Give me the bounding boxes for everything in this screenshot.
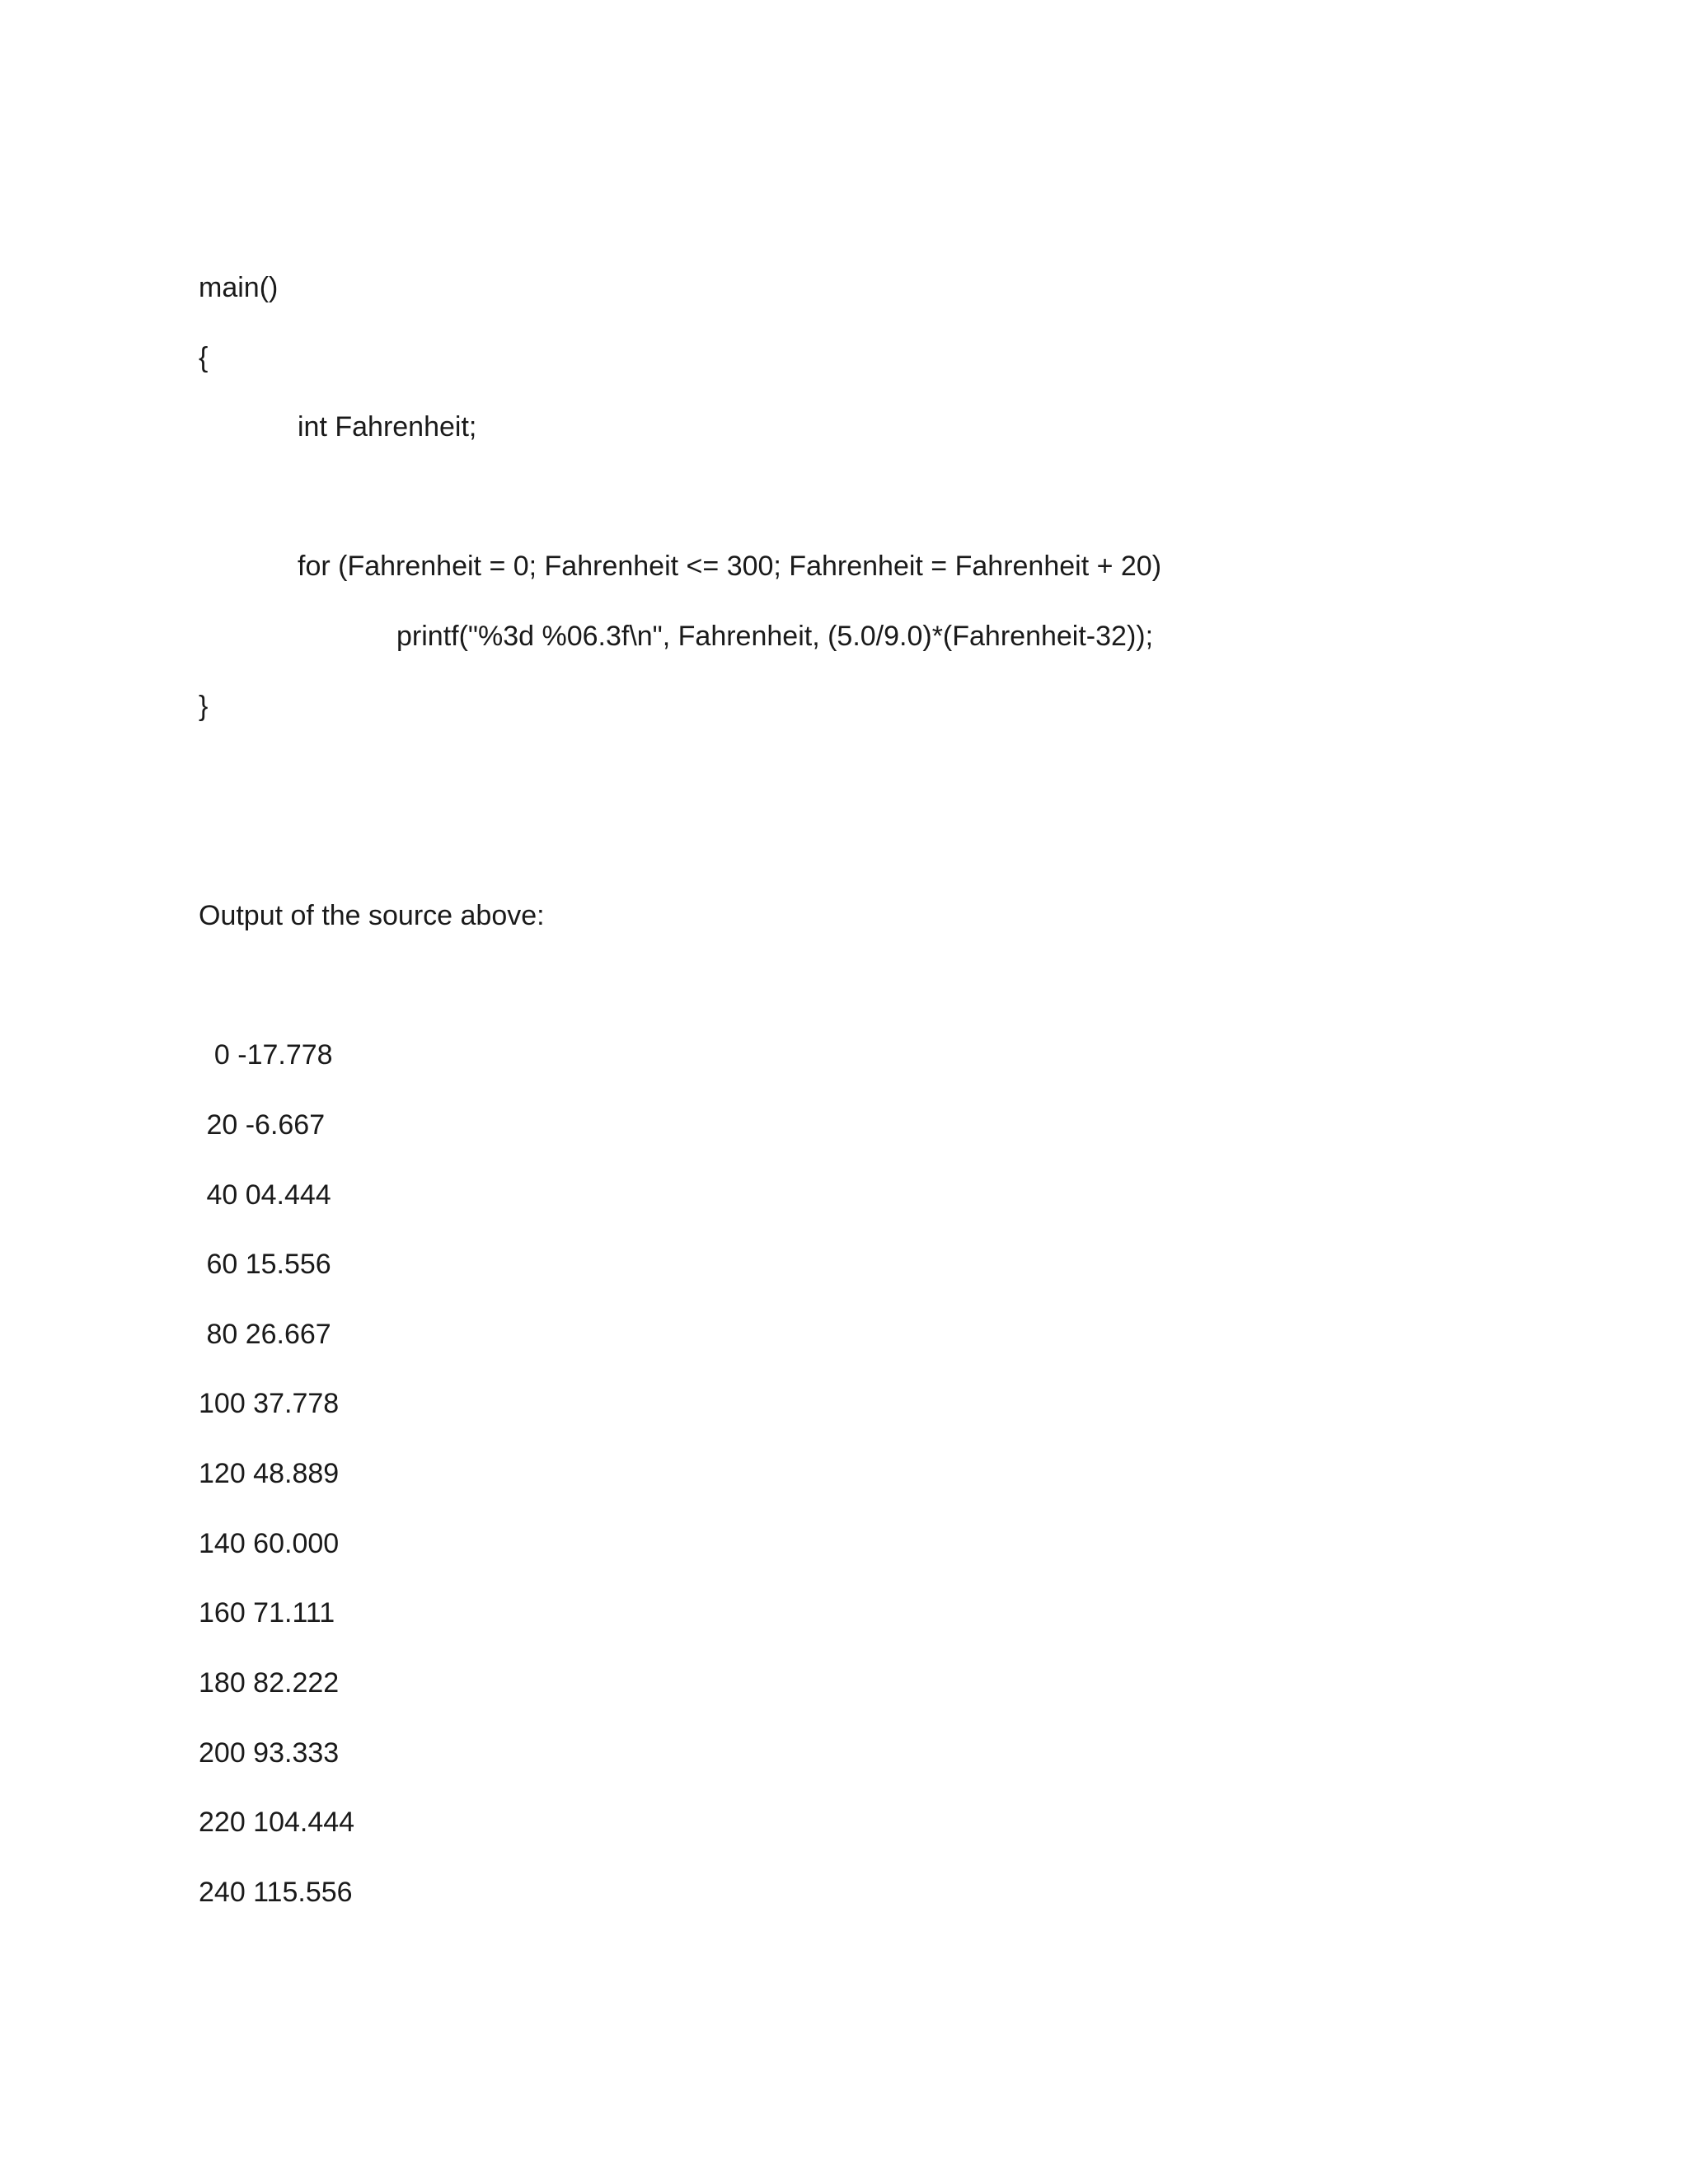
code-line-for-loop: for (Fahrenheit = 0; Fahrenheit <= 300; Fahrenheit = Fahrenheit + 20)	[298, 551, 1162, 582]
output-row: 40 04.444	[199, 1179, 331, 1211]
code-line-declaration: int Fahrenheit;	[298, 411, 477, 443]
output-row: 140 60.000	[199, 1528, 340, 1559]
code-line-printf: printf("%3d %06.3f\n", Fahrenheit, (5.0/9.0)*(Fahrenheit-32));	[396, 621, 1154, 652]
code-line-open-brace: {	[199, 342, 209, 373]
output-row: 80 26.667	[199, 1319, 331, 1350]
output-row: 120 48.889	[199, 1458, 340, 1489]
output-row: 180 82.222	[199, 1667, 340, 1699]
output-heading: Output of the source above:	[199, 900, 545, 931]
output-row: 20 -6.667	[199, 1109, 326, 1141]
output-row: 200 93.333	[199, 1737, 340, 1769]
output-row: 240 115.556	[199, 1877, 353, 1908]
output-row: 160 71.111	[199, 1597, 335, 1629]
output-row: 220 104.444	[199, 1807, 355, 1838]
code-line-close-brace: }	[199, 691, 209, 722]
output-row: 60 15.556	[199, 1249, 331, 1280]
output-row: 100 37.778	[199, 1388, 340, 1419]
output-row: 0 -17.778	[199, 1039, 333, 1071]
code-line-main: main()	[199, 272, 279, 303]
